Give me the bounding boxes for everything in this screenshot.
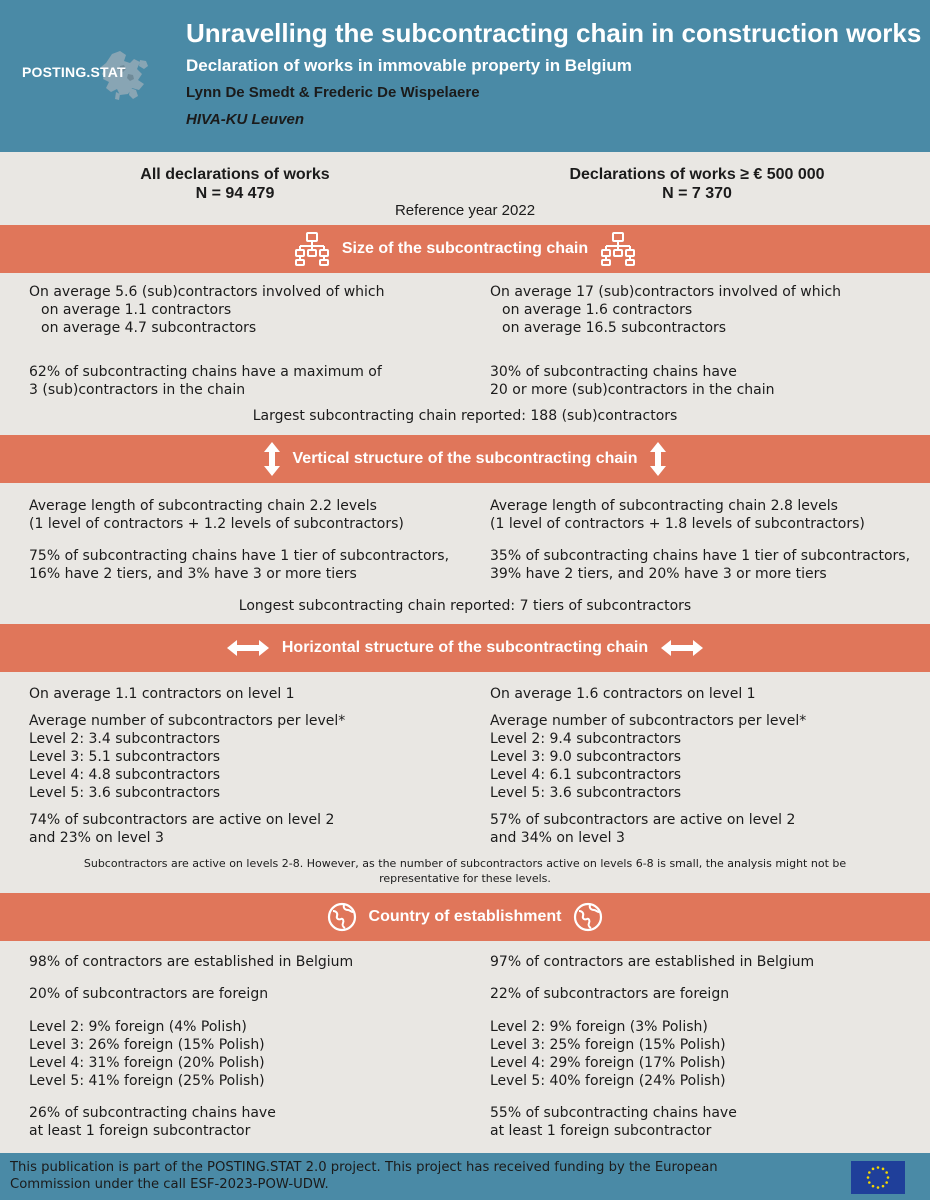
section-size-title: Size of the subcontracting chain: [341, 240, 589, 257]
vertical-right-line: (1 level of contractors + 1.8 levels of subcontractors): [490, 516, 865, 532]
hierarchy-icon: [294, 231, 330, 267]
eu-star: [887, 1176, 890, 1179]
right-column-n: N = 7 370: [662, 185, 732, 202]
horizontal-right-line: Level 3: 9.0 subcontractors: [490, 749, 682, 765]
size-right-line: on average 16.5 subcontractors: [502, 320, 727, 336]
globe-icon: [327, 902, 357, 932]
eu-star: [877, 1186, 880, 1189]
horizontal-left-line: Level 5: 3.6 subcontractors: [29, 785, 221, 801]
page-title: Unravelling the subcontracting chain in construction works: [186, 18, 922, 48]
header-banner: [0, 0, 930, 152]
eu-star: [885, 1181, 888, 1184]
horizontal-right-line: On average 1.6 contractors on level 1: [490, 686, 756, 702]
vertical-right-line: Average length of subcontracting chain 2.8 levels: [490, 498, 838, 514]
country-left-line: 98% of contractors are established in Belgium: [29, 954, 354, 970]
horizontal-left-line: Level 4: 4.8 subcontractors: [29, 767, 221, 783]
institution: HIVA-KU Leuven: [186, 111, 305, 128]
right-column-title: Declarations of works ≥ € 500 000: [569, 166, 825, 183]
size-summary: Largest subcontracting chain reported: 188 (sub)contractors: [252, 408, 678, 424]
hierarchy-icon: [600, 231, 636, 267]
horizontal-right-line: and 34% on level 3: [490, 830, 625, 846]
funding-line: Commission under the call ESF-2023-POW-UDW.: [10, 1177, 329, 1192]
size-left-line: 3 (sub)contractors in the chain: [29, 382, 246, 398]
levels-footnote: [40, 856, 890, 886]
country-left-line: Level 5: 41% foreign (25% Polish): [29, 1073, 265, 1089]
section-horizontal-band: [0, 624, 930, 672]
authors: Lynn De Smedt & Frederic De Wispelaere: [186, 84, 480, 101]
horizontal-left-line: and 23% on level 3: [29, 830, 164, 846]
size-right-line: 30% of subcontracting chains have: [490, 364, 737, 380]
logo-text: POSTING.STAT: [22, 64, 126, 80]
section-horizontal-title: Horizontal structure of the subcontracting chain: [281, 639, 649, 656]
vertical-right-line: 35% of subcontracting chains have 1 tier of subcontractors,: [490, 548, 911, 564]
size-right-line: on average 1.6 contractors: [502, 302, 693, 318]
size-right-line: 20 or more (sub)contractors in the chain: [490, 382, 775, 398]
footnote-line: Subcontractors are active on levels 2-8. However, as the number of subcontractors active on levels 6-8 is small, the analysis might not be: [83, 857, 847, 870]
eu-star: [872, 1168, 875, 1171]
eu-flag-icon: [851, 1161, 905, 1194]
vertical-left-line: Average length of subcontracting chain 2.2 levels: [29, 498, 377, 514]
country-right-line: Level 5: 40% foreign (24% Polish): [490, 1073, 726, 1089]
eu-star: [882, 1185, 885, 1188]
horizontal-right-line: 57% of subcontractors are active on level 2: [490, 812, 796, 828]
vertical-left-line: 75% of subcontracting chains have 1 tier of subcontractors,: [29, 548, 450, 564]
country-left-line: Level 4: 31% foreign (20% Polish): [29, 1055, 265, 1071]
size-right-line: On average 17 (sub)contractors involved of which: [490, 284, 842, 300]
horizontal-left-line: 74% of subcontractors are active on level 2: [29, 812, 335, 828]
eu-star: [877, 1166, 880, 1169]
vertical-left-line: 16% have 2 tiers, and 3% have 3 or more tiers: [29, 566, 357, 582]
country-right-line: Level 4: 29% foreign (17% Polish): [490, 1055, 726, 1071]
horizontal-left-line: On average 1.1 contractors on level 1: [29, 686, 295, 702]
left-column-n: N = 94 479: [195, 185, 275, 202]
funding-line: This publication is part of the POSTING.STAT 2.0 project. This project has received funding by the European: [10, 1160, 718, 1175]
eu-star: [868, 1171, 871, 1174]
eu-star: [872, 1185, 875, 1188]
country-left-line: 20% of subcontractors are foreign: [29, 986, 269, 1002]
country-right-line: 22% of subcontractors are foreign: [490, 986, 730, 1002]
vertical-arrow-icon: [263, 441, 281, 477]
size-left-line: 62% of subcontracting chains have a maximum of: [29, 364, 382, 380]
horizontal-right-line: Level 4: 6.1 subcontractors: [490, 767, 682, 783]
country-left-line: Level 3: 26% foreign (15% Polish): [29, 1037, 265, 1053]
eu-star: [882, 1168, 885, 1171]
left-column-header: [85, 165, 385, 203]
horizontal-left-line: Average number of subcontractors per level*: [29, 713, 346, 729]
horizontal-left-line: Level 3: 5.1 subcontractors: [29, 749, 221, 765]
vertical-arrow-icon: [649, 441, 667, 477]
section-country-title: Country of establishment: [368, 908, 562, 925]
footnote-line: representative for these levels.: [379, 872, 551, 885]
section-size-band: [0, 225, 930, 273]
funding-statement: [10, 1159, 810, 1193]
vertical-summary: Longest subcontracting chain reported: 7 tiers of subcontractors: [238, 598, 692, 614]
size-left-line: on average 1.1 contractors: [41, 302, 232, 318]
right-column-header: [540, 165, 854, 203]
country-right-line: 55% of subcontracting chains have: [490, 1105, 737, 1121]
horizontal-arrow-icon: [226, 639, 270, 657]
section-vertical-band: [0, 435, 930, 483]
footer-banner: [0, 1153, 930, 1200]
eu-star: [885, 1171, 888, 1174]
posting-stat-logo: [20, 48, 170, 108]
country-right-line: Level 3: 25% foreign (15% Polish): [490, 1037, 726, 1053]
eu-star: [867, 1176, 870, 1179]
size-left-line: on average 4.7 subcontractors: [41, 320, 257, 336]
reference-year: Reference year 2022: [394, 202, 536, 219]
country-left-line: at least 1 foreign subcontractor: [29, 1123, 251, 1139]
horizontal-right-line: Average number of subcontractors per level*: [490, 713, 807, 729]
page-subtitle: Declaration of works in immovable property in Belgium: [186, 56, 632, 75]
left-column-title: All declarations of works: [140, 166, 330, 183]
horizontal-left-line: Level 2: 3.4 subcontractors: [29, 731, 221, 747]
eu-star: [868, 1181, 871, 1184]
country-left-line: Level 2: 9% foreign (4% Polish): [29, 1019, 247, 1035]
country-right-line: Level 2: 9% foreign (3% Polish): [490, 1019, 708, 1035]
size-left-line: On average 5.6 (sub)contractors involved of which: [29, 284, 385, 300]
globe-icon: [573, 902, 603, 932]
country-right-line: 97% of contractors are established in Belgium: [490, 954, 815, 970]
vertical-left-line: (1 level of contractors + 1.2 levels of subcontractors): [29, 516, 404, 532]
horizontal-right-line: Level 5: 3.6 subcontractors: [490, 785, 682, 801]
vertical-right-line: 39% have 2 tiers, and 20% have 3 or more tiers: [490, 566, 827, 582]
section-vertical-title: Vertical structure of the subcontracting chain: [292, 450, 638, 467]
horizontal-right-line: Level 2: 9.4 subcontractors: [490, 731, 682, 747]
horizontal-arrow-icon: [660, 639, 704, 657]
section-country-band: [0, 893, 930, 941]
country-right-line: at least 1 foreign subcontractor: [490, 1123, 712, 1139]
country-left-line: 26% of subcontracting chains have: [29, 1105, 276, 1121]
